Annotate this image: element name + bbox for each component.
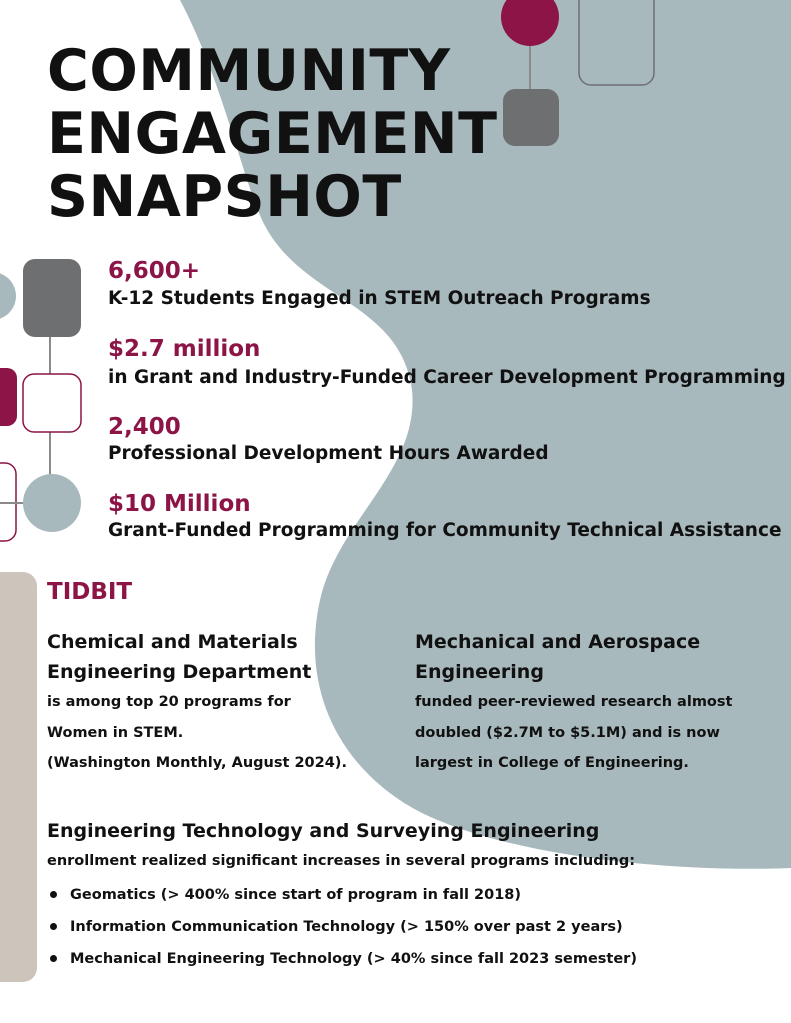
tidbit-right-title-line: Engineering bbox=[415, 661, 544, 683]
section-intro: enrollment realized significant increases in several programs including: bbox=[47, 853, 636, 869]
page-title bbox=[47, 40, 498, 229]
tidbit-right-body-line: funded peer-reviewed research almost bbox=[415, 694, 733, 710]
tidbit-left-body-line: is among top 20 programs for bbox=[47, 694, 291, 710]
tidbit-right-body-line: largest in College of Engineering. bbox=[415, 755, 689, 771]
stat-value: $10 Million bbox=[108, 491, 251, 517]
title-line: COMMUNITY bbox=[47, 38, 451, 104]
bullet-list bbox=[47, 879, 637, 975]
maroon-tile bbox=[0, 368, 17, 426]
tidbit-left-title-line: Chemical and Materials bbox=[47, 631, 298, 653]
tidbit-right-title-line: Mechanical and Aerospace bbox=[415, 631, 701, 653]
side-bar bbox=[0, 572, 37, 982]
stat-description: in Grant and Industry-Funded Career Development Programming bbox=[108, 367, 786, 388]
tidbit-left-body-line: Women in STEM. bbox=[47, 724, 184, 741]
stat-description: K-12 Students Engaged in STEM Outreach Programs bbox=[108, 288, 651, 309]
stat-value: 2,400 bbox=[108, 414, 181, 440]
bullet-item: Mechanical Engineering Technology (> 40% since fall 2023 semester) bbox=[47, 943, 637, 975]
tidbit-heading: TIDBIT bbox=[47, 579, 133, 605]
stat-description: Grant-Funded Programming for Community Technical Assistance bbox=[108, 520, 782, 541]
stat-value: 6,600+ bbox=[108, 258, 201, 284]
gray-tile bbox=[503, 89, 559, 146]
bullet-item: Information Communication Technology (> 150% over past 2 years) bbox=[47, 911, 637, 943]
tidbit-right-body-line: doubled ($2.7M to $5.1M) and is now bbox=[415, 724, 720, 741]
section-title: Engineering Technology and Surveying Engineering bbox=[47, 820, 600, 842]
blue-dot bbox=[23, 474, 81, 532]
title-line: ENGAGEMENT bbox=[47, 101, 498, 167]
title-line: SNAPSHOT bbox=[47, 164, 402, 230]
gray-tile bbox=[23, 259, 81, 337]
tidbit-right-column bbox=[415, 627, 732, 779]
stat-value: $2.7 million bbox=[108, 336, 261, 362]
tidbit-right-title bbox=[415, 627, 732, 687]
tidbit-left-column bbox=[47, 627, 347, 779]
bullet-item: Geomatics (> 400% since start of program in fall 2018) bbox=[47, 879, 637, 911]
stat-description: Professional Development Hours Awarded bbox=[108, 443, 549, 464]
tidbit-left-body bbox=[47, 687, 347, 779]
tidbit-left-title bbox=[47, 627, 347, 687]
tidbit-left-title-line: Engineering Department bbox=[47, 661, 312, 683]
outline-tile bbox=[23, 374, 81, 432]
tidbit-right-body bbox=[415, 687, 732, 779]
blue-dot bbox=[0, 272, 16, 320]
tidbit-left-body-line: (Washington Monthly, August 2024). bbox=[47, 755, 347, 771]
